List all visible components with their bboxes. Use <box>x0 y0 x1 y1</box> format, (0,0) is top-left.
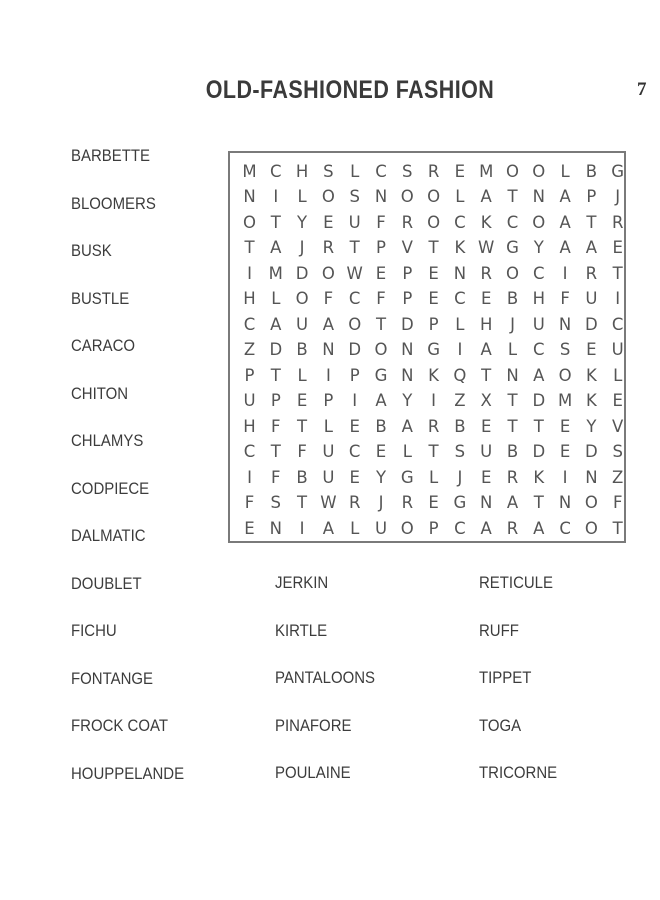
word-list-item: DALMATIC <box>71 526 146 545</box>
word-list-item: PINAFORE <box>275 715 352 735</box>
grid-letter: S <box>349 187 360 206</box>
grid-letter: U <box>374 518 388 538</box>
grid-letter: S <box>402 161 413 181</box>
grid-letter: X <box>480 391 492 410</box>
grid-letter: N <box>401 365 414 385</box>
grid-letter: L <box>323 416 333 436</box>
grid-letter: O <box>506 161 519 181</box>
grid-letter: H <box>479 314 493 334</box>
grid-letter: P <box>428 314 439 334</box>
grid-letter: U <box>585 289 598 308</box>
grid-letter: A <box>401 416 413 436</box>
grid-letter: A <box>506 493 519 512</box>
word-list-item: KIRTLE <box>275 620 328 640</box>
grid-letter: U <box>322 442 335 461</box>
grid-letter: P <box>428 518 439 538</box>
grid-letter: E <box>323 212 334 232</box>
grid-letter: A <box>533 365 545 385</box>
grid-letter: S <box>612 442 623 461</box>
grid-letter: Z <box>243 340 256 359</box>
word-list-item: BUSTLE <box>71 288 130 308</box>
grid-letter: T <box>297 416 308 436</box>
grid-letter: R <box>322 238 335 257</box>
grid-letter: F <box>612 493 623 512</box>
grid-letter: J <box>378 493 384 512</box>
grid-letter: Z <box>454 391 466 410</box>
grid-letter: S <box>454 442 466 461</box>
grid-letter: L <box>271 289 281 308</box>
grid-letter: W <box>478 238 495 257</box>
grid-letter: E <box>349 416 360 436</box>
word-list-item: RETICULE <box>479 573 553 592</box>
grid-letter: R <box>506 467 519 487</box>
grid-letter: V <box>401 238 413 257</box>
grid-letter: O <box>348 314 362 334</box>
grid-letter: T <box>349 238 360 257</box>
grid-letter: R <box>348 493 361 512</box>
grid-letter: R <box>585 263 598 283</box>
grid-letter: L <box>613 365 623 385</box>
grid-letter: T <box>481 365 492 385</box>
grid-letter: N <box>269 518 282 538</box>
grid-letter: L <box>455 187 465 206</box>
grid-letter: C <box>348 289 361 308</box>
grid-letter: E <box>612 391 623 410</box>
word-list-item: CARACO <box>71 336 136 355</box>
grid-letter: W <box>320 493 337 512</box>
grid-letter: R <box>480 263 492 283</box>
grid-letter: D <box>400 314 414 334</box>
grid-letter: A <box>480 340 492 359</box>
grid-letter: E <box>428 289 439 308</box>
grid-letter: E <box>480 416 492 436</box>
grid-letter: D <box>532 391 546 410</box>
grid-letter: P <box>402 289 413 308</box>
grid-letter: O <box>427 212 441 232</box>
grid-letter: P <box>323 391 334 410</box>
grid-letter: G <box>453 493 467 512</box>
grid-letter: L <box>507 340 518 359</box>
grid-letter: N <box>374 187 388 206</box>
grid-letter: N <box>558 314 572 334</box>
word-list-item: CODPIECE <box>71 478 150 498</box>
grid-letter: R <box>401 212 414 232</box>
grid-letter: O <box>295 289 309 308</box>
grid-letter: Y <box>297 212 308 232</box>
grid-letter: Y <box>533 238 544 257</box>
grid-letter: C <box>243 442 256 461</box>
grid-letter: D <box>585 314 598 334</box>
grid-letter: Y <box>586 416 597 436</box>
grid-letter: N <box>480 493 493 512</box>
grid-letter: N <box>532 187 545 206</box>
grid-letter: B <box>296 340 308 359</box>
grid-letter: D <box>532 442 546 461</box>
grid-letter: G <box>611 161 625 181</box>
grid-letter: E <box>349 467 360 487</box>
grid-letter: I <box>247 263 252 283</box>
word-list-item: PANTALOONS <box>275 668 376 687</box>
grid-letter: C <box>454 212 466 232</box>
grid-letter: R <box>427 161 440 181</box>
grid-letter: L <box>560 161 570 181</box>
word-list-item: RUFF <box>479 620 519 640</box>
grid-letter: B <box>375 416 387 436</box>
grid-letter: L <box>350 161 360 181</box>
grid-letter: E <box>244 518 255 538</box>
grid-letter: U <box>611 340 624 359</box>
word-search-grid <box>228 151 626 543</box>
grid-letter: M <box>479 161 494 181</box>
grid-letter: V <box>612 416 624 436</box>
grid-letter: I <box>299 518 305 538</box>
grid-letter: I <box>247 467 252 487</box>
grid-letter: P <box>349 365 360 385</box>
grid-letter: M <box>268 263 283 283</box>
grid-letter: P <box>586 187 597 206</box>
grid-letter: G <box>374 365 388 385</box>
grid-letter: K <box>454 238 466 257</box>
grid-letter: Q <box>453 365 467 385</box>
grid-letter: T <box>375 314 387 334</box>
grid-letter: H <box>295 161 309 181</box>
grid-letter: C <box>375 161 387 181</box>
grid-letter: O <box>558 365 572 385</box>
grid-letter: C <box>270 161 282 181</box>
word-list-item: CHITON <box>71 383 129 403</box>
grid-letter: I <box>562 263 568 283</box>
grid-letter: N <box>558 493 572 512</box>
grid-letter: T <box>507 391 518 410</box>
grid-letter: H <box>243 416 256 436</box>
grid-letter: B <box>296 467 308 487</box>
grid-letter: N <box>322 340 335 359</box>
grid-letter: T <box>533 416 544 436</box>
grid-letter: J <box>510 314 515 334</box>
grid-letter: T <box>428 442 439 461</box>
grid-letter: B <box>506 289 519 308</box>
word-list-item: BARBETTE <box>71 146 150 165</box>
grid-letter: A <box>559 187 571 206</box>
grid-letter: O <box>584 518 598 538</box>
grid-letter: B <box>506 442 519 461</box>
grid-letter: C <box>243 314 256 334</box>
grid-letter: A <box>322 314 335 334</box>
grid-letter: U <box>322 467 335 487</box>
grid-letter: A <box>270 314 282 334</box>
grid-letter: M <box>557 391 573 410</box>
grid-letter: O <box>321 187 335 206</box>
grid-letter: Z <box>612 467 624 487</box>
grid-letter: M <box>242 161 257 181</box>
grid-letter: S <box>323 161 334 181</box>
grid-letter: K <box>428 365 439 385</box>
grid-letter: K <box>533 467 545 487</box>
grid-letter: A <box>375 391 387 410</box>
grid-letter: H <box>532 289 545 308</box>
grid-letter: J <box>299 238 305 257</box>
grid-letter: T <box>270 212 281 232</box>
grid-letter: E <box>612 238 623 257</box>
grid-letter: R <box>611 212 624 232</box>
grid-letter: L <box>428 467 439 487</box>
word-list-item: FROCK COAT <box>71 716 168 735</box>
grid-letter: A <box>480 187 492 206</box>
grid-letter: L <box>350 518 360 538</box>
grid-letter: U <box>243 391 256 410</box>
grid-letter: B <box>585 161 598 181</box>
grid-letter: E <box>480 289 492 308</box>
grid-letter: H <box>243 289 256 308</box>
word-list-item: FONTANGE <box>71 668 154 688</box>
grid-letter: Y <box>375 467 387 487</box>
grid-letter: O <box>400 187 414 206</box>
grid-letter: N <box>243 187 256 206</box>
grid-letter: L <box>297 187 307 206</box>
grid-letter: L <box>455 314 465 334</box>
grid-letter: A <box>559 238 571 257</box>
grid-letter: E <box>428 263 439 283</box>
grid-letter: I <box>615 289 621 308</box>
grid-letter: W <box>346 263 363 283</box>
grid-letter: C <box>454 518 466 538</box>
word-list-item: TIPPET <box>479 668 532 687</box>
grid-letter: F <box>376 289 386 308</box>
grid-letter: F <box>323 289 334 308</box>
grid-letter: T <box>270 442 281 461</box>
grid-letter: C <box>559 518 571 538</box>
grid-letter: T <box>244 238 255 257</box>
grid-letter: G <box>427 340 440 359</box>
grid-letter: A <box>270 238 282 257</box>
grid-letter: Y <box>402 391 413 410</box>
grid-letter: O <box>400 518 414 538</box>
grid-letter: R <box>427 416 440 436</box>
grid-letter: F <box>297 442 307 461</box>
grid-letter: P <box>376 238 386 257</box>
grid-letter: J <box>457 467 463 487</box>
grid-letter: F <box>560 289 570 308</box>
grid-letter: S <box>270 493 282 512</box>
grid-letter: D <box>269 340 283 359</box>
grid-letter: C <box>506 212 519 232</box>
grid-letter: D <box>295 263 309 283</box>
grid-letter: U <box>348 212 361 232</box>
grid-letter: T <box>297 493 308 512</box>
grid-letter: N <box>453 263 467 283</box>
grid-letter: T <box>270 365 281 385</box>
grid-letter: E <box>559 416 571 436</box>
grid-letter: A <box>559 212 571 232</box>
page-number: 7 <box>637 79 647 100</box>
grid-letter: P <box>244 365 255 385</box>
grid-letter: F <box>376 212 386 232</box>
word-list-item: DOUBLET <box>71 573 142 593</box>
grid-letter: O <box>427 187 441 206</box>
grid-letter: E <box>375 263 387 283</box>
grid-letter: O <box>321 263 335 283</box>
page-title: OLD-FASHIONED FASHION <box>205 76 495 104</box>
grid-letter: T <box>507 187 518 206</box>
grid-letter: N <box>506 365 519 385</box>
grid-letter: U <box>296 314 309 334</box>
grid-letter: I <box>457 340 463 359</box>
grid-letter: N <box>401 340 414 359</box>
word-list-item: BLOOMERS <box>71 193 156 213</box>
grid-letter: A <box>322 518 335 538</box>
grid-letter: C <box>533 263 545 283</box>
grid-letter: G <box>400 467 414 487</box>
grid-letter: C <box>454 289 466 308</box>
grid-letter: R <box>401 493 414 512</box>
grid-letter: I <box>352 391 358 410</box>
grid-letter: D <box>348 340 362 359</box>
word-list-item: POULAINE <box>275 763 351 782</box>
grid-letter: E <box>296 391 308 410</box>
grid-letter: C <box>348 442 361 461</box>
grid-letter: O <box>374 340 388 359</box>
grid-letter: F <box>271 467 281 487</box>
grid-letter: E <box>559 442 571 461</box>
grid-letter: A <box>585 238 598 257</box>
grid-letter: I <box>431 391 437 410</box>
grid-letter: G <box>506 238 519 257</box>
grid-letter: K <box>585 365 597 385</box>
grid-letter: T <box>612 518 623 538</box>
grid-letter: P <box>270 391 281 410</box>
grid-letter: I <box>325 365 331 385</box>
word-list-item: BUSK <box>71 241 112 260</box>
grid-letter: K <box>480 212 492 232</box>
grid-letter: O <box>532 161 546 181</box>
grid-letter: T <box>586 212 597 232</box>
grid-letter: T <box>612 263 623 283</box>
grid-letter: U <box>480 442 493 461</box>
grid-letter: E <box>480 467 492 487</box>
grid-letter: E <box>428 493 439 512</box>
grid-letter: D <box>585 442 598 461</box>
word-list-item: FICHU <box>71 621 117 640</box>
grid-letter: E <box>375 442 387 461</box>
grid-letter: O <box>506 263 519 283</box>
grid-letter: O <box>532 212 546 232</box>
grid-letter: J <box>615 187 621 206</box>
grid-letter: A <box>533 518 545 538</box>
word-list-item: HOUPPELANDE <box>71 763 185 783</box>
grid-letter: C <box>611 314 624 334</box>
grid-letter: L <box>402 442 412 461</box>
grid-letter: E <box>454 161 466 181</box>
word-list-item: CHLAMYS <box>71 431 144 450</box>
grid-letter: I <box>562 467 568 487</box>
grid-letter: T <box>533 493 544 512</box>
grid-letter: B <box>454 416 466 436</box>
grid-letter: S <box>559 340 571 359</box>
grid-letter: F <box>271 416 281 436</box>
grid-letter: E <box>586 340 597 359</box>
grid-letter: P <box>402 263 413 283</box>
grid-letter: O <box>584 493 598 512</box>
grid-letter: N <box>585 467 598 487</box>
grid-letter: F <box>244 493 255 512</box>
word-list-item: TOGA <box>479 715 522 735</box>
grid-letter: U <box>532 314 545 334</box>
grid-letter: L <box>297 365 307 385</box>
grid-letter: T <box>428 238 439 257</box>
grid-letter: C <box>533 340 545 359</box>
grid-letter: T <box>507 416 518 436</box>
grid-letter: A <box>480 518 492 538</box>
word-list-item: JERKIN <box>275 573 329 592</box>
grid-letter: I <box>273 187 279 206</box>
word-list-item: TRICORNE <box>479 763 558 782</box>
grid-letter: K <box>585 391 597 410</box>
grid-letter: R <box>506 518 519 538</box>
grid-letter: O <box>243 212 256 232</box>
